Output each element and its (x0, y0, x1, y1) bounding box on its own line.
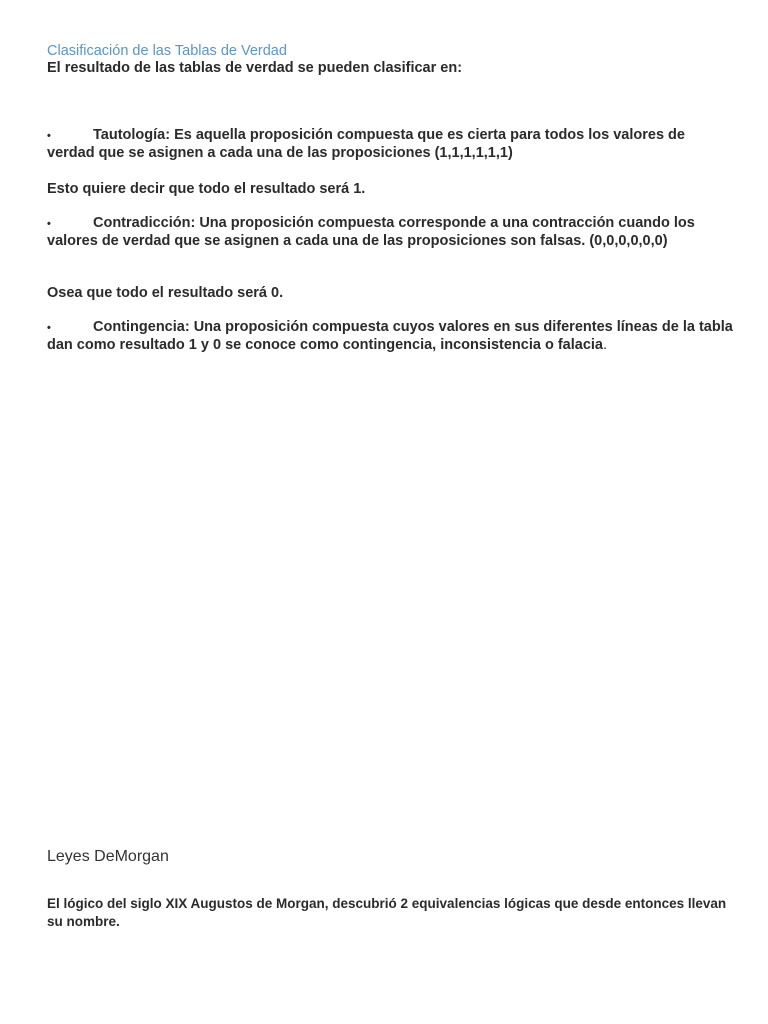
contradiccion-text: Contradicción: Una proposición compuesta corresponde a una contracción cuando los valores de verdad que se asignen a cada una de las proposiciones son falsas. (0,0,0,0,0,0) (47, 215, 695, 249)
contingencia-text: Contingencia: Una proposición compuesta cuyos valores en sus diferentes líneas de la tabla dan como resultado 1 y 0 se conoce como contingencia, inconsistencia o falacia (47, 319, 733, 353)
tautologia-note: Esto quiere decir que todo el resultado será 1. (47, 181, 366, 197)
section-title: Leyes DeMorgan (47, 848, 169, 865)
bullet-icon: • (47, 322, 51, 334)
bullet-contradiccion (47, 215, 727, 250)
document-heading: Clasificación de las Tablas de Verdad (47, 43, 287, 59)
bullet-tautologia (47, 127, 727, 162)
contingencia-period: . (603, 337, 608, 353)
tautologia-text: Tautología: Es aquella proposición compuesta que es cierta para todos los valores de verdad que se asignen a cada una de las proposiciones (1,1,1,1,1,1) (47, 127, 685, 161)
section-text: El lógico del siglo XIX Augustos de Morgan, descubrió 2 equivalencias lógicas que desde entonces llevan su nombre. (47, 896, 727, 929)
bullet-icon: • (47, 218, 51, 230)
bullet-icon: • (47, 130, 51, 142)
contradiccion-note: Osea que todo el resultado será 0. (47, 285, 284, 301)
bullet-contingencia (47, 319, 737, 354)
intro-text: El resultado de las tablas de verdad se pueden clasificar en: (47, 60, 463, 76)
